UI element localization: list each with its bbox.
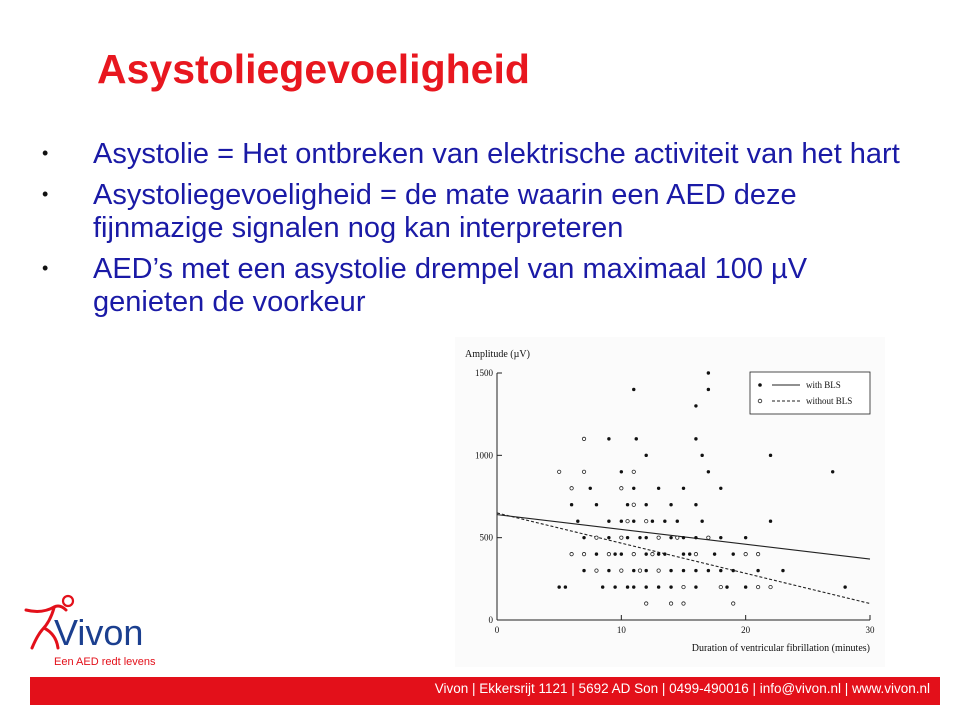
data-point-without-bls — [651, 552, 654, 555]
data-point-without-bls — [570, 552, 573, 555]
data-point-without-bls — [582, 437, 585, 440]
data-point-without-bls — [769, 585, 772, 588]
data-point-without-bls — [707, 536, 710, 539]
data-point-with-bls — [694, 536, 697, 539]
data-point-with-bls — [595, 503, 598, 506]
data-point-with-bls — [595, 552, 598, 555]
data-point-without-bls — [657, 536, 660, 539]
data-point-without-bls — [744, 552, 747, 555]
bullet-dot: • — [42, 184, 49, 204]
data-point-with-bls — [589, 487, 592, 490]
data-point-with-bls — [732, 569, 735, 572]
data-point-with-bls — [719, 536, 722, 539]
data-point-with-bls — [570, 503, 573, 506]
data-point-with-bls — [645, 503, 648, 506]
data-point-with-bls — [688, 552, 691, 555]
x-tick-label: 30 — [865, 625, 875, 635]
data-point-without-bls — [756, 585, 759, 588]
data-point-with-bls — [694, 437, 697, 440]
legend-marker — [758, 383, 762, 387]
x-tick-label: 0 — [494, 625, 500, 635]
vivon-logo — [20, 590, 170, 670]
chart-svg — [455, 337, 885, 667]
data-point-with-bls — [694, 569, 697, 572]
data-point-with-bls — [719, 569, 722, 572]
data-point-without-bls — [620, 536, 623, 539]
data-point-with-bls — [707, 388, 710, 391]
data-point-with-bls — [607, 437, 610, 440]
data-point-without-bls — [620, 487, 623, 490]
bullet-dot: • — [42, 258, 49, 278]
data-point-with-bls — [626, 503, 629, 506]
x-axis-label: Duration of ventricular fibrillation (minutes) — [691, 643, 870, 654]
data-point-with-bls — [769, 454, 772, 457]
data-point-with-bls — [732, 552, 735, 555]
data-point-with-bls — [645, 585, 648, 588]
data-point-with-bls — [632, 569, 635, 572]
data-point-with-bls — [651, 520, 654, 523]
data-point-with-bls — [707, 470, 710, 473]
data-point-with-bls — [632, 487, 635, 490]
data-point-without-bls — [682, 602, 685, 605]
data-point-with-bls — [663, 520, 666, 523]
data-point-with-bls — [645, 569, 648, 572]
legend-label: without BLS — [806, 396, 853, 406]
data-point-with-bls — [607, 536, 610, 539]
data-point-with-bls — [557, 585, 560, 588]
data-point-with-bls — [632, 520, 635, 523]
x-tick-label: 20 — [741, 625, 751, 635]
data-point-with-bls — [669, 536, 672, 539]
footer-bar — [30, 677, 940, 705]
data-point-without-bls — [669, 602, 672, 605]
bullet-list — [40, 138, 920, 327]
legend-box — [750, 372, 870, 414]
data-point-with-bls — [682, 487, 685, 490]
data-point-with-bls — [620, 552, 623, 555]
data-point-without-bls — [582, 470, 585, 473]
data-point-with-bls — [645, 536, 648, 539]
data-point-with-bls — [682, 569, 685, 572]
data-point-with-bls — [744, 585, 747, 588]
data-point-without-bls — [632, 470, 635, 473]
data-point-with-bls — [582, 536, 585, 539]
footer-contact: Vivon | Ekkersrijt 1121 | 5692 AD Son | 0499-490016 | info@vivon.nl | www.vivon.nl — [434, 681, 930, 696]
data-point-without-bls — [570, 487, 573, 490]
data-point-with-bls — [564, 585, 567, 588]
data-point-without-bls — [607, 552, 610, 555]
data-point-with-bls — [700, 454, 703, 457]
data-point-with-bls — [607, 569, 610, 572]
data-point-without-bls — [557, 470, 560, 473]
data-point-without-bls — [582, 552, 585, 555]
data-point-with-bls — [601, 585, 604, 588]
legend-label: with BLS — [806, 380, 841, 390]
data-point-without-bls — [676, 536, 679, 539]
scatter-chart — [455, 337, 885, 667]
data-point-with-bls — [657, 552, 660, 555]
data-point-with-bls — [657, 487, 660, 490]
data-point-with-bls — [694, 404, 697, 407]
data-point-without-bls — [657, 569, 660, 572]
data-point-with-bls — [638, 536, 641, 539]
data-point-with-bls — [582, 569, 585, 572]
bullet-item — [40, 138, 920, 171]
data-point-with-bls — [719, 487, 722, 490]
data-point-with-bls — [607, 520, 610, 523]
data-point-with-bls — [756, 569, 759, 572]
data-point-with-bls — [663, 552, 666, 555]
data-point-with-bls — [632, 388, 635, 391]
data-point-with-bls — [626, 585, 629, 588]
data-point-without-bls — [756, 552, 759, 555]
legend-marker — [758, 399, 762, 403]
data-point-without-bls — [732, 602, 735, 605]
data-point-without-bls — [719, 585, 722, 588]
data-point-without-bls — [595, 536, 598, 539]
logo-brand: Vivon — [54, 612, 144, 653]
data-point-with-bls — [613, 552, 616, 555]
data-point-with-bls — [682, 536, 685, 539]
y-tick-label: 1500 — [475, 368, 493, 378]
data-point-without-bls — [626, 520, 629, 523]
x-tick-label: 10 — [616, 625, 626, 635]
data-point-with-bls — [620, 470, 623, 473]
data-point-with-bls — [676, 520, 679, 523]
data-point-with-bls — [682, 552, 685, 555]
data-point-with-bls — [694, 503, 697, 506]
data-point-with-bls — [707, 371, 710, 374]
data-point-with-bls — [626, 536, 629, 539]
data-point-with-bls — [620, 520, 623, 523]
bullet-item — [40, 253, 920, 319]
y-tick-label: 1000 — [475, 450, 493, 461]
data-point-with-bls — [707, 569, 710, 572]
data-point-without-bls — [620, 569, 623, 572]
data-point-without-bls — [694, 552, 697, 555]
y-tick-label: 0 — [488, 615, 493, 625]
data-point-with-bls — [769, 520, 772, 523]
data-point-with-bls — [669, 585, 672, 588]
data-point-with-bls — [613, 585, 616, 588]
data-point-without-bls — [632, 503, 635, 506]
data-point-without-bls — [595, 569, 598, 572]
data-point-with-bls — [781, 569, 784, 572]
bullet-dot: • — [42, 143, 49, 163]
data-point-with-bls — [645, 552, 648, 555]
data-point-with-bls — [576, 520, 579, 523]
bullet-text: AED’s met een asystolie drempel van maximaal 100 µV genieten de voorkeur — [93, 253, 808, 318]
data-point-with-bls — [831, 470, 834, 473]
data-point-with-bls — [669, 503, 672, 506]
y-axis-label: Amplitude (µV) — [465, 349, 530, 360]
slide-title: Asystoliegevoeligheid — [97, 46, 530, 92]
data-point-with-bls — [725, 585, 728, 588]
bullet-text: Asystolie = Het ontbreken van elektrische activiteit van het hart — [93, 138, 900, 170]
logo-tagline: Een AED redt levens — [54, 656, 156, 668]
data-point-with-bls — [713, 552, 716, 555]
data-point-without-bls — [645, 520, 648, 523]
data-point-without-bls — [645, 602, 648, 605]
data-point-with-bls — [657, 585, 660, 588]
data-point-with-bls — [645, 454, 648, 457]
y-tick-label: 500 — [479, 532, 493, 543]
data-point-with-bls — [843, 585, 846, 588]
data-point-with-bls — [694, 585, 697, 588]
data-point-with-bls — [669, 569, 672, 572]
data-point-with-bls — [700, 520, 703, 523]
data-point-without-bls — [632, 552, 635, 555]
data-point-with-bls — [632, 585, 635, 588]
data-point-with-bls — [744, 536, 747, 539]
data-point-with-bls — [635, 437, 638, 440]
bullet-item — [40, 179, 920, 245]
bullet-text: Asystoliegevoeligheid = de mate waarin een AED deze fijnmazige signalen nog kan interpreteren — [93, 179, 797, 244]
data-point-without-bls — [638, 569, 641, 572]
data-point-without-bls — [682, 585, 685, 588]
